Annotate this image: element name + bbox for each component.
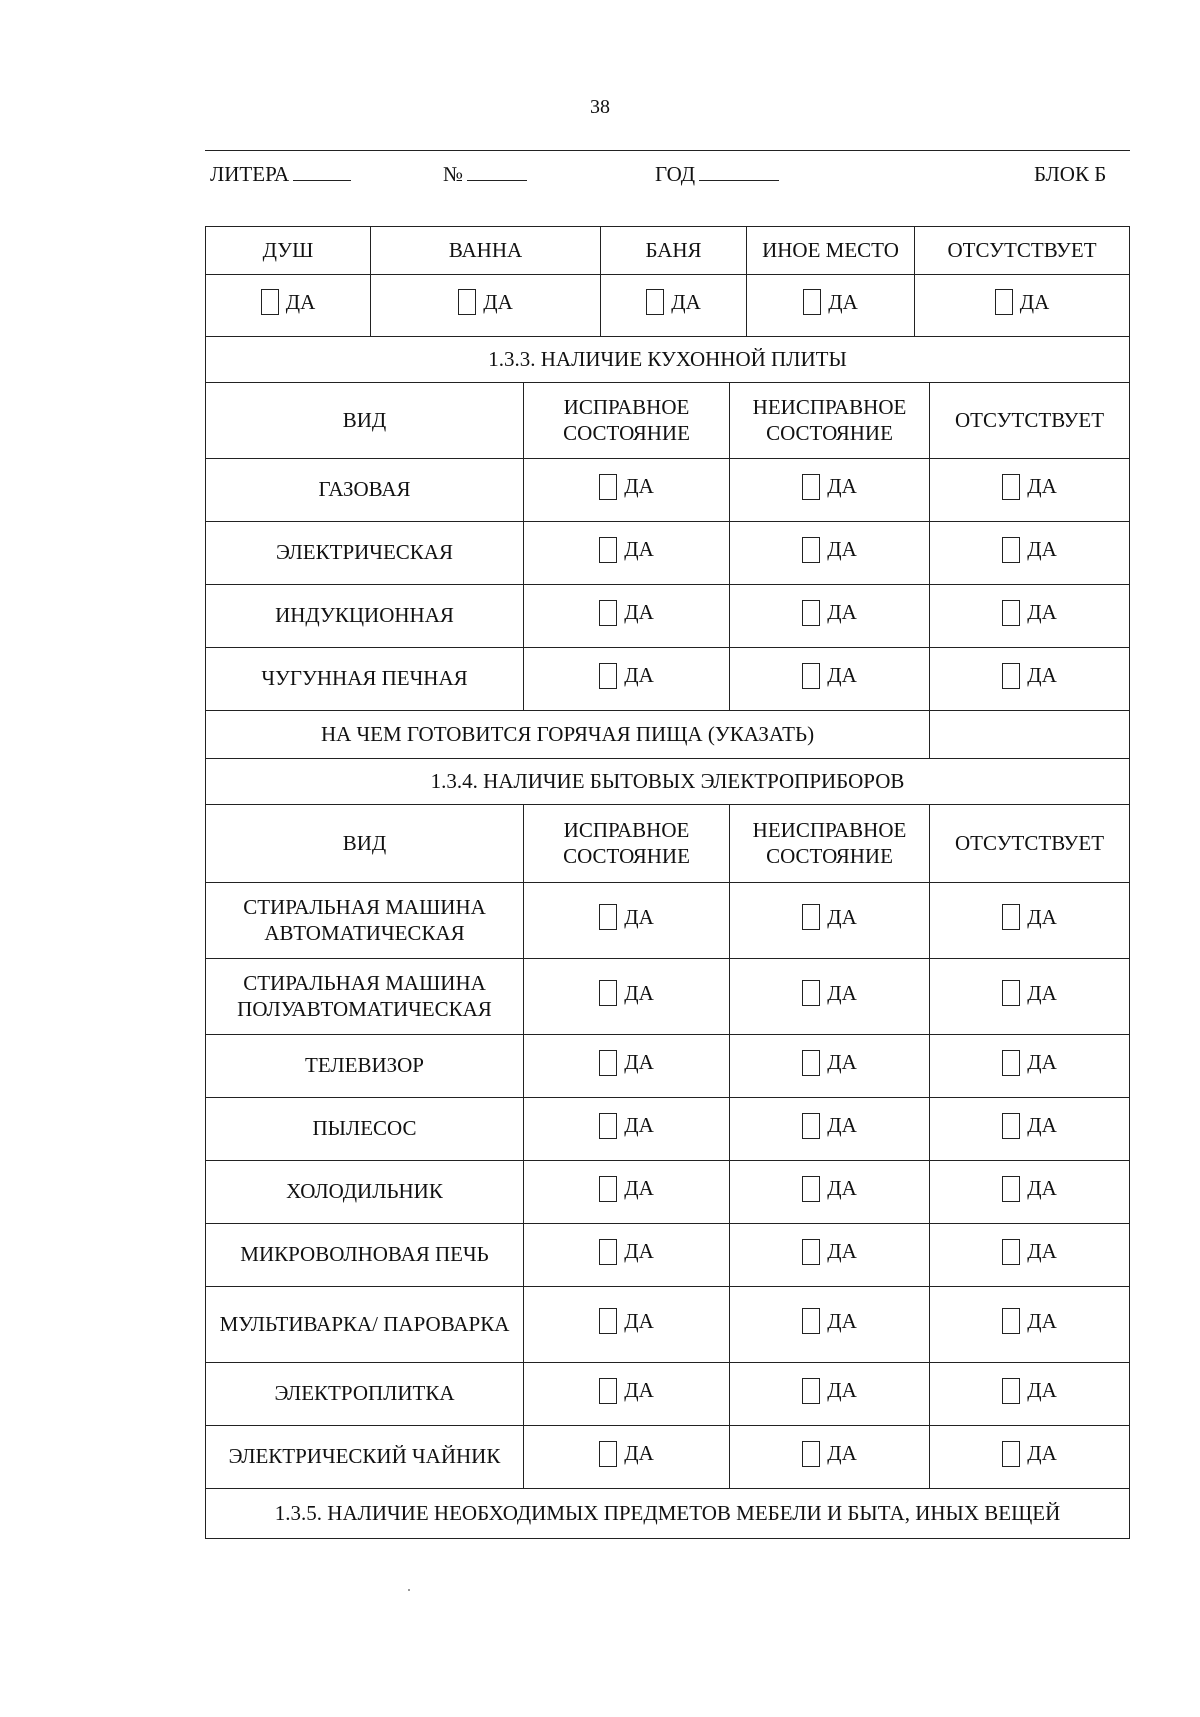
header-working: ИСПРАВНОЕ СОСТОЯНИЕ [524, 383, 730, 459]
checkbox-label: ДА [1027, 1378, 1057, 1403]
checkbox-label: ДА [1027, 474, 1057, 499]
checkbox-label: ДА [1027, 663, 1057, 688]
cell [524, 1363, 730, 1426]
cell [730, 1161, 930, 1224]
checkbox-label: ДА [1027, 1113, 1057, 1138]
appliances-section-title-row [206, 759, 1130, 805]
checkbox-square[interactable] [646, 289, 664, 315]
col-absent: ОТСУТСТВУЕТ [915, 227, 1130, 275]
cell [524, 1161, 730, 1224]
checkbox-label: ДА [1027, 980, 1057, 1005]
col-other-place: ИНОЕ МЕСТО [747, 227, 915, 275]
checkbox-label: ДА [624, 1176, 654, 1201]
row-label: ЭЛЕКТРИЧЕСКАЯ [206, 522, 524, 585]
year-blank[interactable] [699, 180, 779, 181]
checkbox-working[interactable] [599, 1176, 654, 1202]
checkbox-label: ДА [1019, 289, 1050, 314]
appliance-row [206, 1161, 1130, 1224]
checkbox-square[interactable] [599, 980, 617, 1006]
header-broken: НЕИСПРАВНОЕ СОСТОЯНИЕ [730, 805, 930, 883]
checkbox-square[interactable] [599, 537, 617, 563]
stove-row [206, 648, 1130, 711]
stove-section-title: 1.3.3. НАЛИЧИЕ КУХОННОЙ ПЛИТЫ [206, 337, 1130, 383]
checkbox-square[interactable] [1002, 1378, 1020, 1404]
checkbox-label: ДА [624, 1239, 654, 1264]
checkbox-label: ДА [827, 1113, 857, 1138]
checkbox-broken[interactable] [802, 1441, 857, 1467]
checkbox-working[interactable] [599, 1308, 654, 1334]
checkbox-label: ДА [827, 1378, 857, 1403]
checkbox-square[interactable] [802, 1176, 820, 1202]
checkbox-square[interactable] [802, 1113, 820, 1139]
cell [524, 459, 730, 522]
checkbox-square[interactable] [599, 1113, 617, 1139]
checkbox-broken[interactable] [802, 904, 857, 930]
checkbox-square[interactable] [802, 1239, 820, 1265]
checkbox-square[interactable] [599, 1378, 617, 1404]
checkbox-label: ДА [624, 1308, 654, 1333]
checkbox-working[interactable] [599, 1441, 654, 1467]
appliance-row [206, 883, 1130, 959]
row-label: СТИРАЛЬНАЯ МАШИНА АВТОМАТИЧЕСКАЯ [206, 883, 524, 959]
checkbox-other-place[interactable] [803, 289, 858, 315]
cell [206, 275, 371, 337]
checkbox-broken[interactable] [802, 1113, 857, 1139]
cell [930, 459, 1130, 522]
checkbox-label: ДА [827, 904, 857, 929]
checkbox-absent[interactable] [1002, 600, 1057, 626]
checkbox-square[interactable] [261, 289, 279, 315]
col-shower: ДУШ [206, 227, 371, 275]
checkbox-label: ДА [624, 537, 654, 562]
checkbox-working[interactable] [599, 1113, 654, 1139]
checkbox-working[interactable] [599, 537, 654, 563]
header-type: ВИД [206, 805, 524, 883]
checkbox-broken[interactable] [802, 663, 857, 689]
checkbox-broken[interactable] [802, 980, 857, 1006]
stove-row [206, 585, 1130, 648]
litera-field [210, 162, 351, 187]
cell [930, 959, 1130, 1035]
checkbox-square[interactable] [599, 663, 617, 689]
cell [524, 1287, 730, 1363]
checkbox-square[interactable] [599, 1308, 617, 1334]
number-label: № [443, 162, 464, 186]
cell [524, 959, 730, 1035]
cell [524, 1098, 730, 1161]
cell [930, 1363, 1130, 1426]
checkbox-working[interactable] [599, 474, 654, 500]
checkbox-absent[interactable] [1002, 1378, 1057, 1404]
cell [747, 275, 915, 337]
checkbox-absent[interactable] [1002, 537, 1057, 563]
row-label: ХОЛОДИЛЬНИК [206, 1161, 524, 1224]
cell [730, 883, 930, 959]
furniture-section-title-row [206, 1489, 1130, 1539]
checkbox-square[interactable] [1002, 1113, 1020, 1139]
cell [730, 1098, 930, 1161]
checkbox-sauna[interactable] [646, 289, 701, 315]
cell [930, 522, 1130, 585]
number-field [443, 162, 527, 187]
cell [930, 1098, 1130, 1161]
checkbox-bath[interactable] [458, 289, 513, 315]
checkbox-working[interactable] [599, 1050, 654, 1076]
stove-row [206, 459, 1130, 522]
checkbox-absent[interactable] [1002, 904, 1057, 930]
checkbox-broken[interactable] [802, 1308, 857, 1334]
header-absent: ОТСУТСТВУЕТ [930, 383, 1130, 459]
checkbox-square[interactable] [1002, 537, 1020, 563]
checkbox-absent[interactable] [1002, 1308, 1057, 1334]
cell [601, 275, 747, 337]
cell [915, 275, 1130, 337]
litera-blank[interactable] [293, 180, 351, 181]
checkbox-square[interactable] [802, 1378, 820, 1404]
appliance-row [206, 959, 1130, 1035]
checkbox-label: ДА [827, 1308, 857, 1333]
cell [524, 1224, 730, 1287]
checkbox-square[interactable] [1002, 1239, 1020, 1265]
cell [730, 585, 930, 648]
checkbox-label: ДА [827, 600, 857, 625]
checkbox-square[interactable] [599, 474, 617, 500]
bathing-table [205, 226, 1130, 337]
block-label: БЛОК Б [1034, 162, 1107, 186]
row-label: ЭЛЕКТРОПЛИТКА [206, 1363, 524, 1426]
year-label: ГОД [655, 162, 696, 186]
equipment-table [205, 336, 1130, 1539]
cell [730, 1287, 930, 1363]
cell [524, 585, 730, 648]
cell [524, 883, 730, 959]
cell [524, 648, 730, 711]
number-blank[interactable] [467, 180, 527, 181]
cell [524, 1035, 730, 1098]
checkbox-square[interactable] [599, 904, 617, 930]
checkbox-label: ДА [624, 474, 654, 499]
row-label: СТИРАЛЬНАЯ МАШИНА ПОЛУАВТОМАТИЧЕСКАЯ [206, 959, 524, 1035]
cell [730, 1363, 930, 1426]
checkbox-square[interactable] [599, 1239, 617, 1265]
checkbox-working[interactable] [599, 663, 654, 689]
header-rule [205, 150, 1130, 151]
checkbox-absent[interactable] [1002, 1113, 1057, 1139]
cell [730, 1224, 930, 1287]
checkbox-absent[interactable] [1002, 474, 1057, 500]
header-absent: ОТСУТСТВУЕТ [930, 805, 1130, 883]
checkbox-square[interactable] [995, 289, 1013, 315]
cell [930, 1035, 1130, 1098]
checkbox-absent[interactable] [995, 289, 1050, 315]
appliance-row [206, 1224, 1130, 1287]
appliance-row [206, 1287, 1130, 1363]
checkbox-broken[interactable] [802, 1378, 857, 1404]
litera-label: ЛИТЕРА [210, 162, 290, 186]
furniture-section-title: 1.3.5. НАЛИЧИЕ НЕОБХОДИМЫХ ПРЕДМЕТОВ МЕБЕЛИ И БЫТА, ИНЫХ ВЕЩЕЙ [206, 1489, 1130, 1539]
checkbox-label: ДА [1027, 904, 1057, 929]
cell [730, 648, 930, 711]
cell [524, 1426, 730, 1489]
page-number: 38 [590, 96, 610, 118]
checkbox-square[interactable] [802, 1308, 820, 1334]
row-label: МИКРОВОЛНОВАЯ ПЕЧЬ [206, 1224, 524, 1287]
hot-food-row [206, 711, 1130, 759]
checkbox-label: ДА [1027, 1308, 1057, 1333]
bathing-header-row [206, 227, 1130, 275]
checkbox-broken[interactable] [802, 1050, 857, 1076]
hot-food-label: НА ЧЕМ ГОТОВИТСЯ ГОРЯЧАЯ ПИЩА (УКАЗАТЬ) [206, 711, 930, 759]
header-broken: НЕИСПРАВНОЕ СОСТОЯНИЕ [730, 383, 930, 459]
checkbox-absent[interactable] [1002, 1050, 1057, 1076]
checkbox-square[interactable] [599, 1441, 617, 1467]
appliance-row [206, 1363, 1130, 1426]
checkbox-label: ДА [624, 663, 654, 688]
checkbox-square[interactable] [802, 904, 820, 930]
checkbox-square[interactable] [599, 1176, 617, 1202]
row-label: ЭЛЕКТРИЧЕСКИЙ ЧАЙНИК [206, 1426, 524, 1489]
checkbox-label: ДА [671, 289, 701, 314]
checkbox-square[interactable] [802, 980, 820, 1006]
checkbox-broken[interactable] [802, 537, 857, 563]
cell [930, 585, 1130, 648]
cell [930, 1426, 1130, 1489]
cell [930, 648, 1130, 711]
checkbox-square[interactable] [1002, 904, 1020, 930]
checkbox-label: ДА [827, 1239, 857, 1264]
checkbox-absent[interactable] [1002, 1441, 1057, 1467]
cell [730, 459, 930, 522]
checkbox-working[interactable] [599, 600, 654, 626]
checkbox-label: ДА [1027, 537, 1057, 562]
checkbox-square[interactable] [599, 1050, 617, 1076]
checkbox-label: ДА [827, 1176, 857, 1201]
bathing-checkbox-row [206, 275, 1130, 337]
checkbox-label: ДА [624, 1113, 654, 1138]
checkbox-working[interactable] [599, 1239, 654, 1265]
checkbox-absent[interactable] [1002, 663, 1057, 689]
checkbox-label: ДА [827, 663, 857, 688]
appliance-row [206, 1098, 1130, 1161]
row-label: МУЛЬТИВАРКА/ ПАРОВАРКА [206, 1287, 524, 1363]
checkbox-square[interactable] [802, 1441, 820, 1467]
checkbox-square[interactable] [1002, 1176, 1020, 1202]
checkbox-label: ДА [624, 1441, 654, 1466]
checkbox-label: ДА [624, 1378, 654, 1403]
checkbox-square[interactable] [802, 537, 820, 563]
row-label: ПЫЛЕСОС [206, 1098, 524, 1161]
checkbox-square[interactable] [802, 600, 820, 626]
row-label: ГАЗОВАЯ [206, 459, 524, 522]
checkbox-square[interactable] [802, 474, 820, 500]
appliance-row [206, 1035, 1130, 1098]
checkbox-label: ДА [1027, 1176, 1057, 1201]
hot-food-answer-cell[interactable] [930, 711, 1130, 759]
checkbox-label: ДА [483, 289, 513, 314]
header-working: ИСПРАВНОЕ СОСТОЯНИЕ [524, 805, 730, 883]
checkbox-square[interactable] [599, 600, 617, 626]
stove-row [206, 522, 1130, 585]
checkbox-label: ДА [1027, 1239, 1057, 1264]
checkbox-square[interactable] [1002, 474, 1020, 500]
checkbox-working[interactable] [599, 904, 654, 930]
checkbox-label: ДА [828, 289, 858, 314]
checkbox-absent[interactable] [1002, 980, 1057, 1006]
checkbox-working[interactable] [599, 1378, 654, 1404]
cell [730, 522, 930, 585]
checkbox-label: ДА [624, 904, 654, 929]
checkbox-label: ДА [285, 289, 316, 314]
checkbox-label: ДА [624, 1050, 654, 1075]
checkbox-square[interactable] [1002, 600, 1020, 626]
checkbox-label: ДА [1027, 1050, 1057, 1075]
cell [930, 1224, 1130, 1287]
checkbox-broken[interactable] [802, 600, 857, 626]
cell [524, 522, 730, 585]
checkbox-square[interactable] [1002, 980, 1020, 1006]
checkbox-absent[interactable] [1002, 1239, 1057, 1265]
checkbox-square[interactable] [1002, 663, 1020, 689]
checkbox-square[interactable] [1002, 1308, 1020, 1334]
stove-header-row [206, 383, 1130, 459]
year-field [655, 162, 779, 187]
cell [930, 1287, 1130, 1363]
checkbox-broken[interactable] [802, 474, 857, 500]
scan-speck [408, 1589, 410, 1591]
header-type: ВИД [206, 383, 524, 459]
checkbox-square[interactable] [802, 1050, 820, 1076]
cell [930, 883, 1130, 959]
cell [371, 275, 601, 337]
checkbox-broken[interactable] [802, 1176, 857, 1202]
col-bath: ВАННА [371, 227, 601, 275]
checkbox-label: ДА [1027, 600, 1057, 625]
checkbox-label: ДА [624, 600, 654, 625]
checkbox-square[interactable] [1002, 1441, 1020, 1467]
cell [730, 1035, 930, 1098]
checkbox-label: ДА [827, 474, 857, 499]
cell [730, 959, 930, 1035]
cell [930, 1161, 1130, 1224]
col-sauna: БАНЯ [601, 227, 747, 275]
checkbox-working[interactable] [599, 980, 654, 1006]
cell [730, 1426, 930, 1489]
checkbox-label: ДА [827, 980, 857, 1005]
appliance-row [206, 1426, 1130, 1489]
checkbox-square[interactable] [1002, 1050, 1020, 1076]
checkbox-square[interactable] [803, 289, 821, 315]
checkbox-label: ДА [827, 1441, 857, 1466]
checkbox-label: ДА [624, 980, 654, 1005]
checkbox-label: ДА [1027, 1441, 1057, 1466]
checkbox-label: ДА [827, 1050, 857, 1075]
appliances-section-title: 1.3.4. НАЛИЧИЕ БЫТОВЫХ ЭЛЕКТРОПРИБОРОВ [206, 759, 1130, 805]
checkbox-square[interactable] [802, 663, 820, 689]
row-label: ЧУГУННАЯ ПЕЧНАЯ [206, 648, 524, 711]
checkbox-absent[interactable] [1002, 1176, 1057, 1202]
checkbox-label: ДА [827, 537, 857, 562]
checkbox-square[interactable] [458, 289, 476, 315]
row-label: ИНДУКЦИОННАЯ [206, 585, 524, 648]
appliances-header-row [206, 805, 1130, 883]
checkbox-broken[interactable] [802, 1239, 857, 1265]
checkbox-shower[interactable] [261, 289, 316, 315]
stove-section-title-row [206, 337, 1130, 383]
row-label: ТЕЛЕВИЗОР [206, 1035, 524, 1098]
